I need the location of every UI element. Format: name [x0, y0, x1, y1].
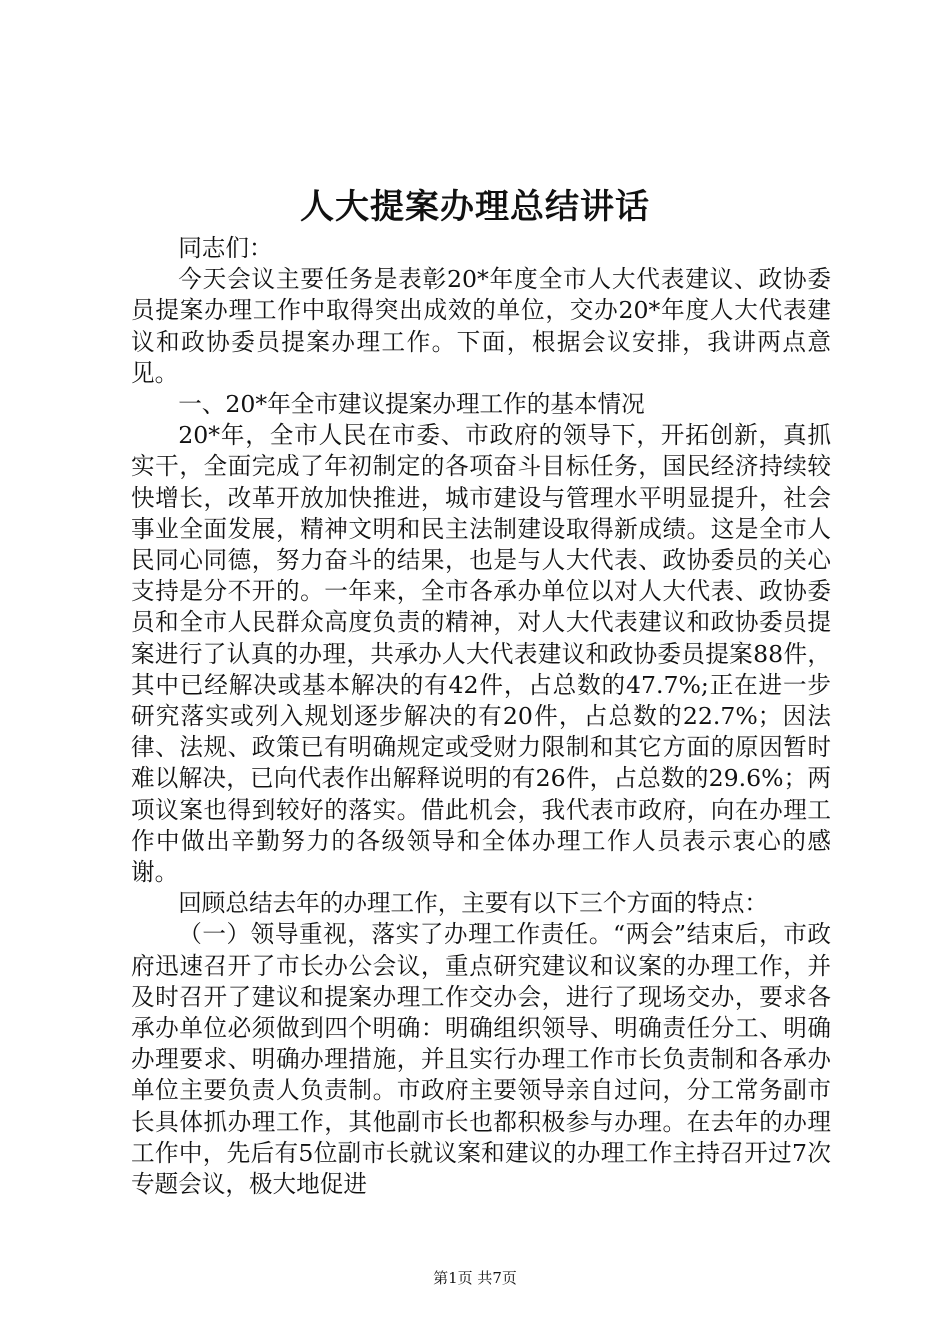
salutation-paragraph: 同志们：: [178, 234, 273, 262]
page-footer: 第1页 共7页: [433, 1269, 517, 1287]
document-title: 人大提案办理总结讲话: [300, 187, 650, 227]
body-paragraph: （一）领导重视，落实了办理工作责任。“两会”结束后，市政府迅速召开了市长办公会议，重点研究建议和议案的办理工作，并及时召开了建议和提案办理工作交办会，进行了现场交办，要求各承办单位必须做到四个明确：明确组织领导、明确责任分工、明确办理要求、明确办理措施，并且实行办理工作市长负责制和各承办单位主要负责人负责制。市政府主要领导亲自过问，分工常务副市长具体抓办理工作，其他副市长也都积极参与办理。在去年的办理工作中，先后有5位副市长就议案和建议的办理工作主持召开过7次专题会议，极大地促进: [131, 920, 831, 1199]
intro-paragraph: 今天会议主要任务是表彰20*年度全市人大代表建议、政协委员提案办理工作中取得突出成效的单位，交办20*年度人大代表建议和政协委员提案办理工作。下面，根据会议安排，我讲两点意见。: [131, 265, 831, 387]
body-paragraph: 回顾总结去年的办理工作，主要有以下三个方面的特点：: [178, 889, 769, 918]
body-paragraph: 20*年，全市人民在市委、市政府的领导下，开拓创新，真抓实干，全面完成了年初制定的各项奋斗目标任务，国民经济持续较快增长，改革开放加快推进，城市建设与管理水平明显提升，社会事业全面发展，精神文明和民主法制建设取得新成绩。这是全市人民同心同德，努力奋斗的结果，也是与人大代表、政协委员的关心支持是分不开的。一年来，全市各承办单位以对人大代表、政协委员和全市人民群众高度负责的精神，对人大代表建议和政协委员提案进行了认真的办理，共承办人大代表建议和政协委员提案88件，其中已经解决或基本解决的有42件，占总数的47.7%;正在进一步研究落实或列入规划逐步解决的有20件，占总数的22.7%；因法律、法规、政策已有明确规定或受财力限制和其它方面的原因暂时难以解决，已向代表作出解释说明的有26件，占总数的29.6%；两项议案也得到较好的落实。借此机会，我代表市政府，向在办理工作中做出辛勤努力的各级领导和全体办理工作人员表示衷心的感谢。: [131, 421, 831, 887]
section-heading: 一、20*年全市建议提案办理工作的基本情况: [178, 390, 645, 419]
document-body: [131, 233, 831, 1200]
